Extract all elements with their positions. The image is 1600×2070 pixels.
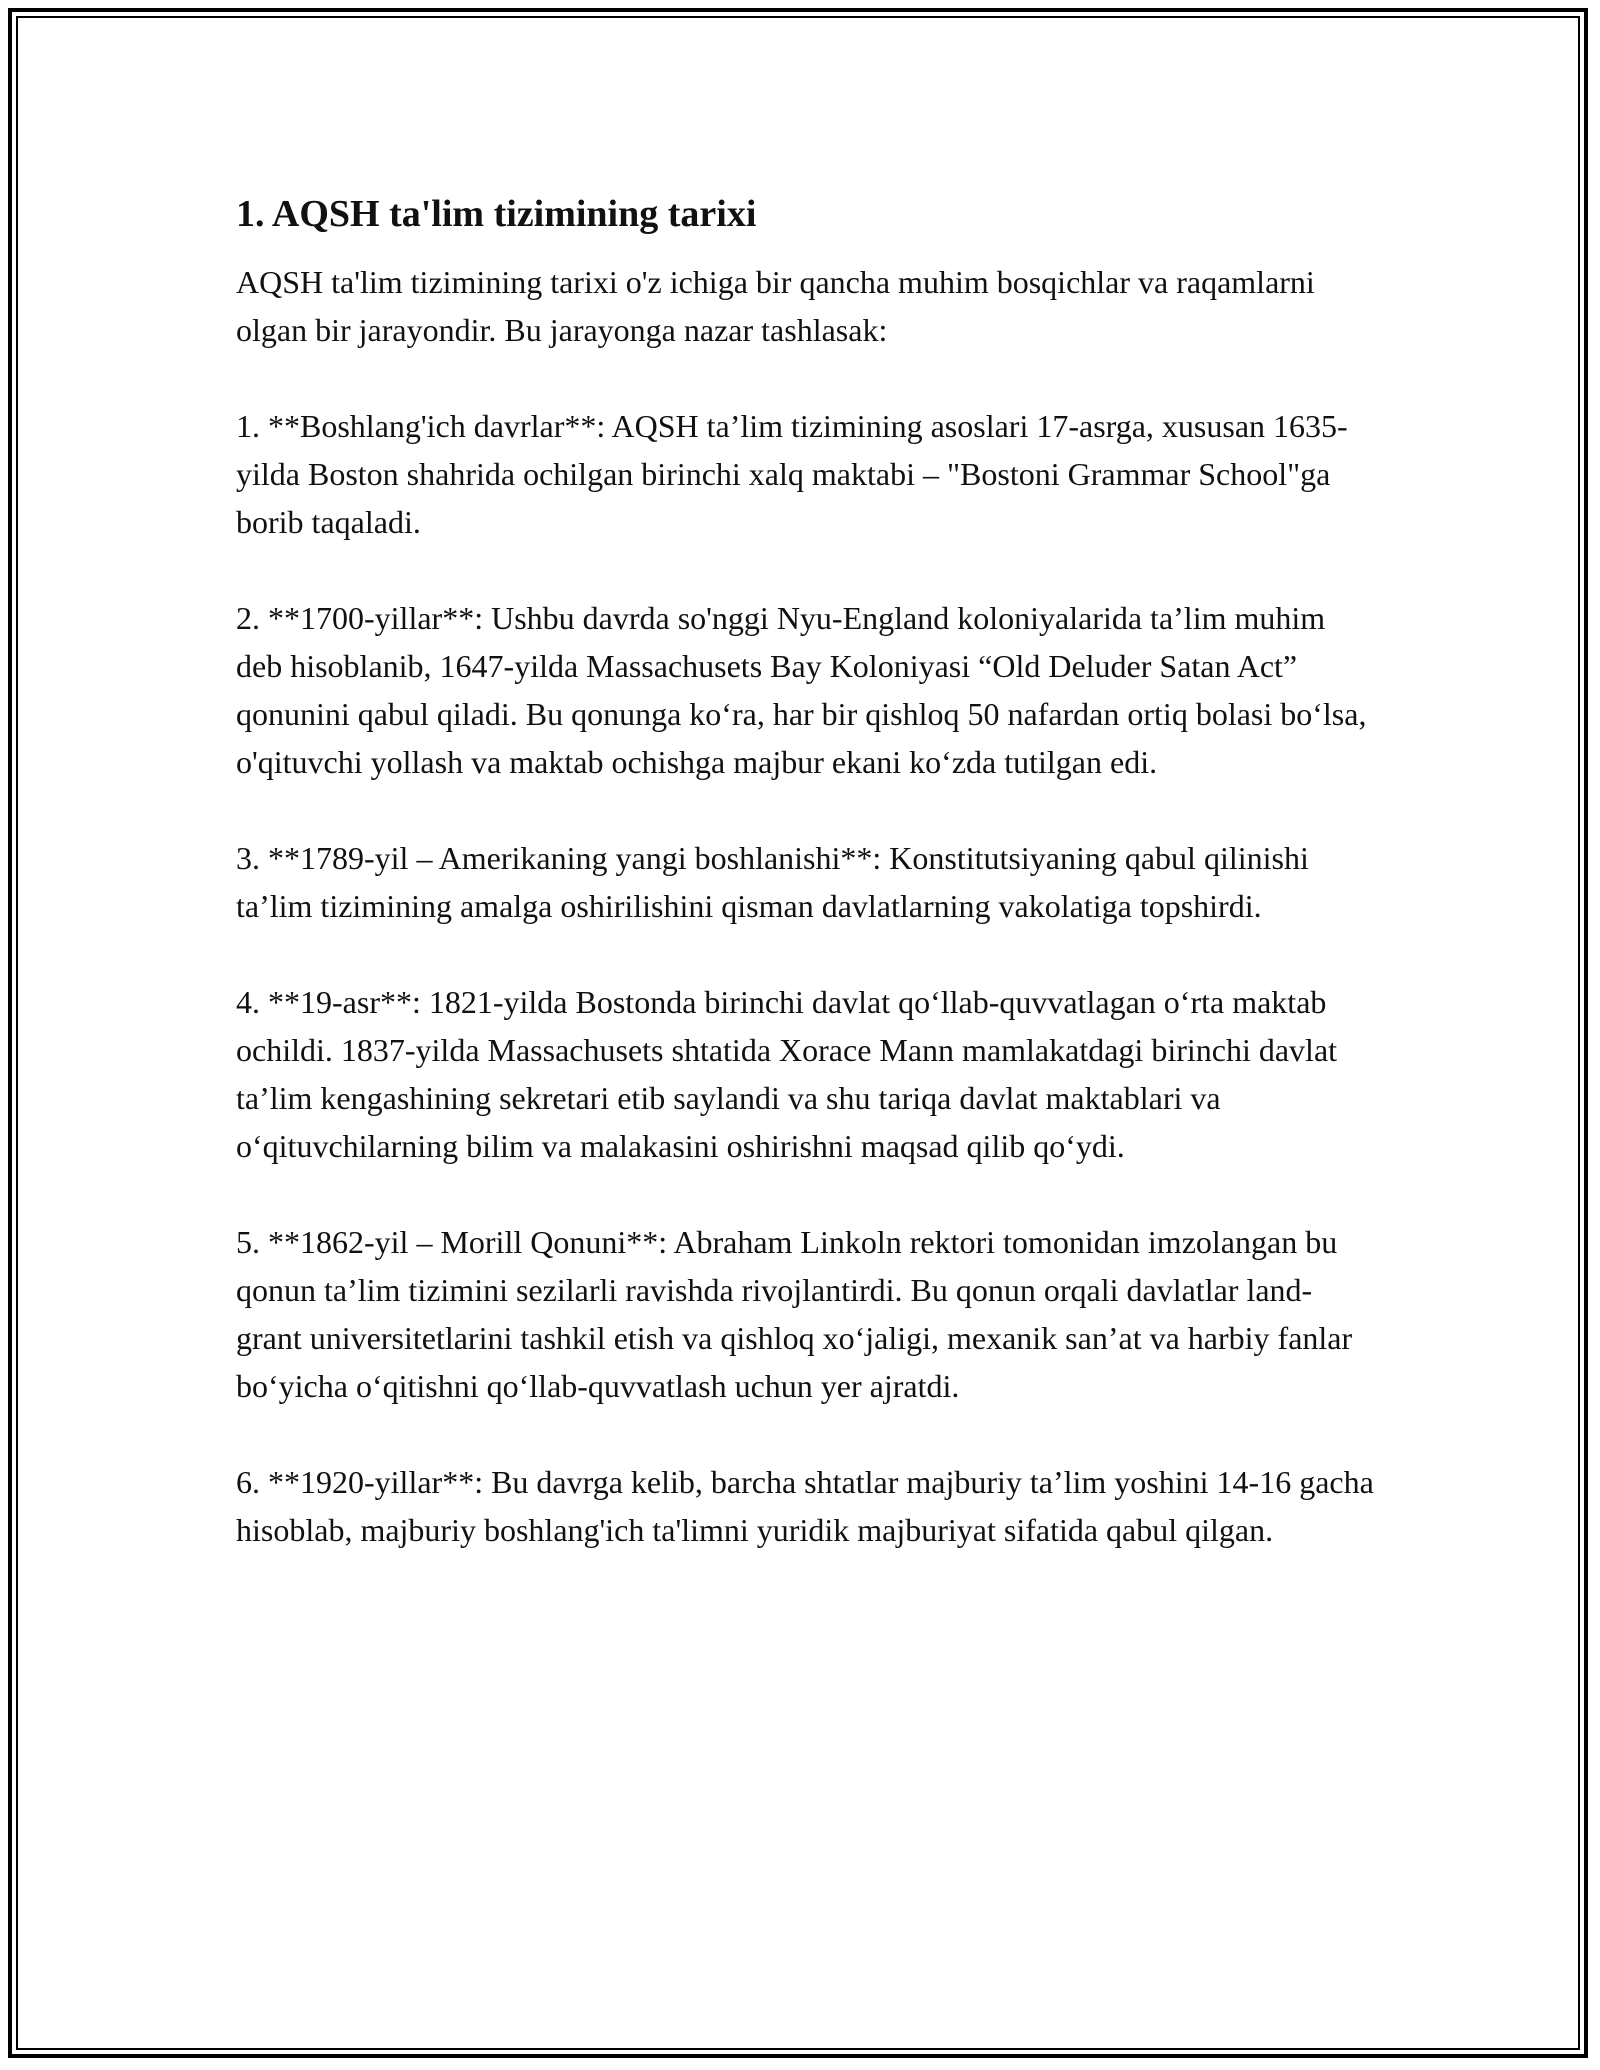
- list-item: 6. **1920-yillar**: Bu davrga kelib, barcha shtatlar majburiy ta’lim yoshini 14-16 gacha hisoblab, majburiy boshlang'ich ta'limni yuridik majburiyat sifatida qabul qilgan.: [236, 1464, 1374, 1548]
- list-item: 5. **1862-yil – Morill Qonuni**: Abraham Linkoln rektori tomonidan imzolangan bu qonun ta’lim tizimini sezilarli ravishda rivojlantirdi. Bu qonun orqali davlatlar land-grant universitetlarini tashkil etish va qishloq xo‘jaligi, mexanik san’at va harbiy fanlar bo‘yicha o‘qitishni qo‘llab-quvvatlash uchun yer ajratdi.: [236, 1224, 1353, 1404]
- document-title: 1. AQSH ta'lim tizimining tarixi: [236, 193, 757, 235]
- list-item: 3. **1789-yil – Amerikaning yangi boshlanishi**: Konstitutsiyaning qabul qilinishi ta’lim tizimining amalga oshirilishini qisman davlatlarning vakolatiga topshirdi.: [236, 840, 1309, 924]
- list-item: 2. **1700-yillar**: Ushbu davrda so'nggi Nyu-England koloniyalarida ta’lim muhim deb hisoblanib, 1647-yilda Massachusets Bay Koloniyasi “Old Deluder Satan Act” qonunini qabul qiladi. Bu qonunga ko‘ra, har bir qishloq 50 nafardan ortiq bolasi bo‘lsa, o'qituvchi yollash va maktab ochishga majbur ekani ko‘zda tutilgan edi.: [236, 600, 1367, 780]
- intro-paragraph: AQSH ta'lim tizimining tarixi o'z ichiga bir qancha muhim bosqichlar va raqamlarni olgan bir jarayondir. Bu jarayonga nazar tashlasak:: [236, 264, 1315, 348]
- document-body: [236, 190, 1376, 1554]
- list-item: 4. **19-asr**: 1821-yilda Bostonda birinchi davlat qo‘llab-quvvatlagan o‘rta maktab ochildi. 1837-yilda Massachusets shtatida Xorace Mann mamlakatdagi birinchi davlat ta’lim kengashining sekretari etib saylandi va shu tariqa davlat maktablari va o‘qituvchilarning bilim va malakasini oshirishni maqsad qilib qo‘ydi.: [236, 984, 1338, 1164]
- list-item: 1. **Boshlang'ich davrlar**: AQSH ta’lim tizimining asoslari 17-asrga, xususan 1635-yilda Boston shahrida ochilgan birinchi xalq maktabi – "Bostoni Grammar School"ga borib taqaladi.: [236, 408, 1348, 540]
